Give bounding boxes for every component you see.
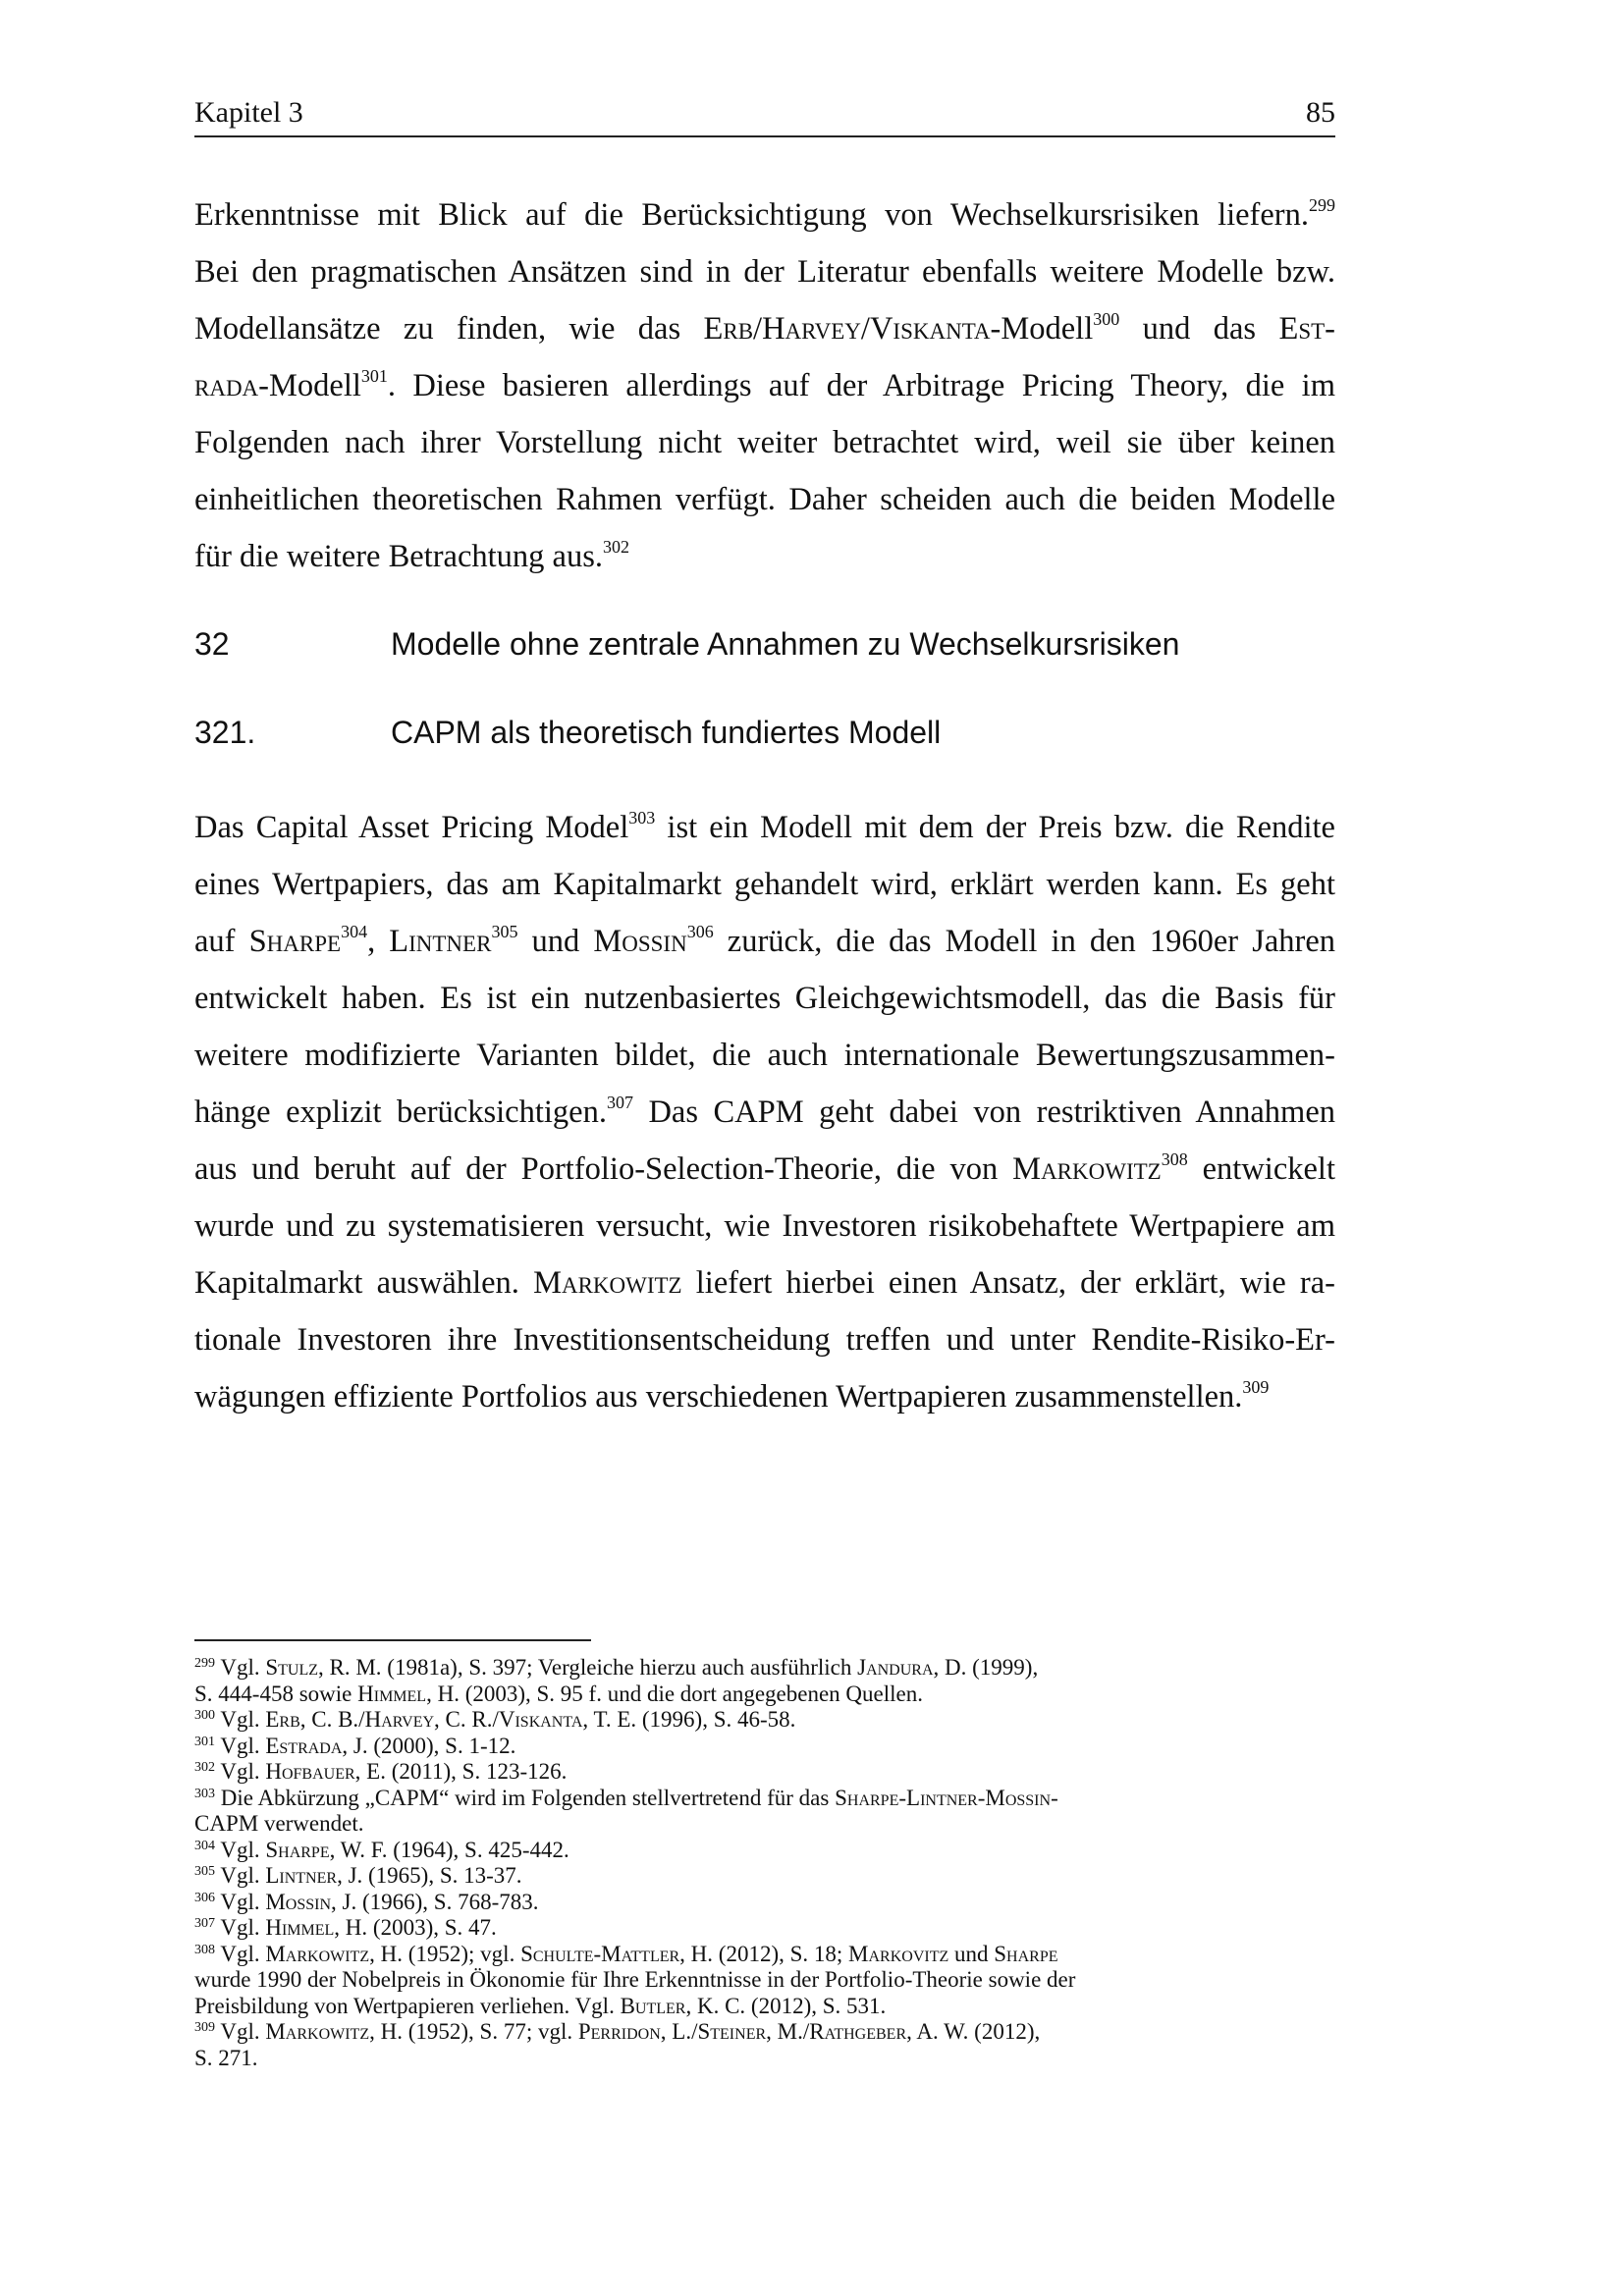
footnote-305: $^{305}$ Vgl. Lintner, J. (1965), S. 13-37. bbox=[194, 1863, 522, 1888]
footnote-ref-301[interactable]: 301 bbox=[360, 366, 388, 386]
footnote-ref-305[interactable]: 305 bbox=[491, 922, 518, 941]
subsection-number: 321. bbox=[194, 715, 256, 750]
section-title: Modelle ohne zentrale Annahmen zu Wechselkursrisiken bbox=[391, 626, 1180, 662]
footnote-ref-304[interactable]: 304 bbox=[341, 922, 368, 941]
text-line: entwickelt haben. Es ist ein nutzenbasiertes Gleichgewichtsmodell, das die Basis für bbox=[194, 981, 1335, 1016]
footnote-304: $^{304}$ Vgl. Sharpe, W. F. (1964), S. 425-442. bbox=[194, 1837, 569, 1862]
footnote-302: $^{302}$ Vgl. Hofbauer, E. (2011), S. 123-126. bbox=[194, 1759, 568, 1784]
subsection-heading bbox=[194, 715, 941, 751]
page-number: 85 bbox=[1306, 96, 1335, 129]
text-line: weitere modifizierte Varianten bildet, die auch internationale Bewertungszusammen- bbox=[194, 1038, 1335, 1073]
text-line: Das Capital Asset Pricing Model$^{303}$ ist ein Modell mit dem der Preis bzw. die Rendite bbox=[194, 808, 1335, 845]
text-line: einheitlichen theoretischen Rahmen verfügt. Daher scheiden auch die beiden Modelle bbox=[194, 482, 1335, 517]
chapter-title: Kapitel 3 bbox=[194, 96, 303, 129]
footnote-ref-309[interactable]: 309 bbox=[1242, 1377, 1270, 1397]
footnotes bbox=[194, 1655, 1335, 2071]
footnote-303: $^{303}$ Die Abkürzung „CAPM“ wird im Folgenden stellvertretend für das Sharpe-Lintner-Mossin- CAPM verwendet. bbox=[194, 1785, 1058, 1836]
text-line: Modellansätze zu finden, wie das Erb/Harvey/Viskanta-Modell$^{300}$ und das Est- bbox=[194, 309, 1335, 347]
subsection-title: CAPM als theoretisch fundiertes Modell bbox=[391, 715, 942, 750]
footnote-ref-308[interactable]: 308 bbox=[1161, 1149, 1188, 1169]
text-line: wägungen effiziente Portfolios aus verschiedenen Wertpapieren zusammenstellen.$^{309}$ bbox=[194, 1377, 1270, 1415]
footnote-307: $^{307}$ Vgl. Himmel, H. (2003), S. 47. bbox=[194, 1915, 497, 1940]
footnote-ref-307[interactable]: 307 bbox=[606, 1093, 633, 1112]
footnote-ref-306[interactable]: 306 bbox=[686, 922, 714, 941]
paragraph-intro bbox=[194, 187, 1335, 585]
text-line: wurde und zu systematisieren versucht, wie Investoren risikobehaftete Wertpapiere am bbox=[194, 1208, 1335, 1244]
text-line: auf Sharpe$^{304}$, Lintner$^{305}$ und Mossin$^{306}$ zurück, die das Modell in den 1960er Jahren bbox=[194, 922, 1336, 959]
section-number: 32 bbox=[194, 626, 230, 662]
footnote-ref-303[interactable]: 303 bbox=[628, 808, 656, 828]
footnote-306: $^{306}$ Vgl. Mossin, J. (1966), S. 768-783. bbox=[194, 1889, 539, 1914]
footnote-300: $^{300}$ Vgl. Erb, C. B./Harvey, C. R./Viskanta, T. E. (1996), S. 46-58. bbox=[194, 1707, 796, 1732]
section-heading bbox=[194, 626, 1179, 663]
footnote-ref-299[interactable]: 299 bbox=[1309, 195, 1335, 215]
footnote-308: $^{308}$ Vgl. Markowitz, H. (1952); vgl. Schulte-Mattler, H. (2012), S. 18; Markovitz und Sharpe wurde 1990 der Nobelpreis in Ökonomie für Ihre Erkenntnisse in der Portfolio-Theorie sowie der Preisbildung von Wertpapieren verliehen. Vgl. Butler, K. C. (2012), S. 531. bbox=[194, 1941, 1076, 2018]
text-line: hänge explizit berücksichtigen.$^{307}$ Das CAPM geht dabei von restriktiven Annahmen bbox=[194, 1093, 1335, 1130]
text-line: Erkenntnisse mit Blick auf die Berücksichtigung von Wechselkursrisiken liefern.$^{299}$ bbox=[194, 195, 1335, 233]
paragraph-capm bbox=[194, 799, 1335, 1425]
text-line: Kapitalmarkt auswählen. Markowitz liefert hierbei einen Ansatz, der erklärt, wie ra- bbox=[194, 1265, 1335, 1301]
text-line: für die weitere Betrachtung aus.$^{302}$ bbox=[194, 537, 630, 574]
footnote-299: $^{299}$ Vgl. Stulz, R. M. (1981a), S. 397; Vergleiche hierzu auch ausführlich Jandura, D. (1999), S. 444-458 sowie Himmel, H. (2003), S. 95 f. und die dort angegebenen Quellen. bbox=[194, 1655, 1039, 1706]
text-line: tionale Investoren ihre Investitionsentscheidung treffen und unter Rendite-Risiko-Er- bbox=[194, 1322, 1335, 1358]
text-line: aus und beruht auf der Portfolio-Selection-Theorie, die von Markowitz$^{308}$ entwickelt bbox=[194, 1149, 1335, 1187]
footnote-301: $^{301}$ Vgl. Estrada, J. (2000), S. 1-12. bbox=[194, 1733, 516, 1758]
text-line: Bei den pragmatischen Ansätzen sind in der Literatur ebenfalls weitere Modelle bzw. bbox=[194, 254, 1335, 290]
text-line: eines Wertpapiers, das am Kapitalmarkt gehandelt wird, erklärt werden kann. Es geht bbox=[194, 867, 1335, 902]
page-header bbox=[194, 96, 1335, 137]
footnote-309: $^{309}$ Vgl. Markowitz, H. (1952), S. 77; vgl. Perridon, L./Steiner, M./Rathgeber, A. W. (2012), S. 271. bbox=[194, 2019, 1041, 2070]
footnote-divider bbox=[194, 1639, 591, 1641]
footnote-ref-302[interactable]: 302 bbox=[603, 537, 630, 557]
text-line: Folgenden nach ihrer Vorstellung nicht weiter betrachtet wird, weil sie über keinen bbox=[194, 425, 1335, 460]
footnote-ref-300[interactable]: 300 bbox=[1093, 309, 1120, 329]
text-line: rada-Modell$^{301}$. Diese basieren allerdings auf der Arbitrage Pricing Theory, die im bbox=[194, 366, 1335, 403]
